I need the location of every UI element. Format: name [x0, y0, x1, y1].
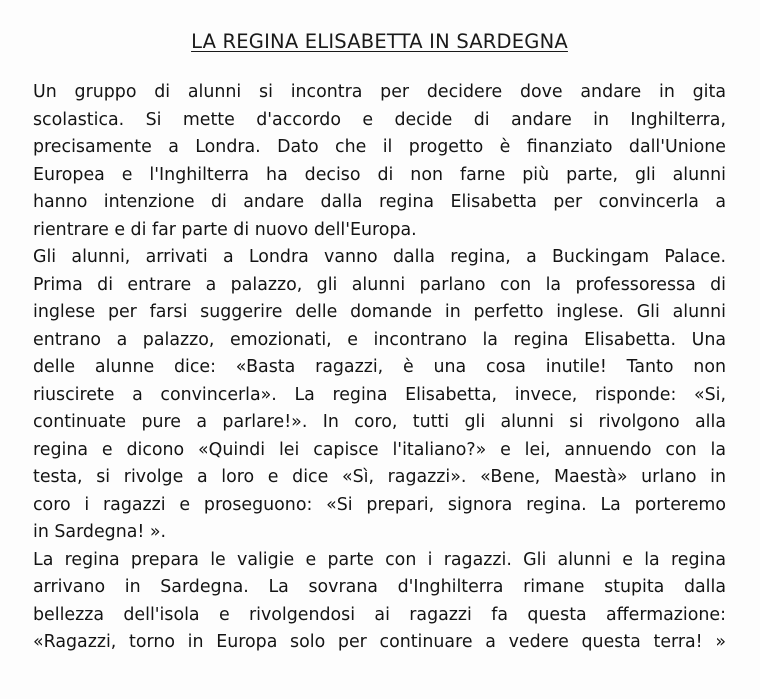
- text-line: precisamente a Londra. Dato che il progetto è finanziato dall'Unione: [33, 137, 726, 157]
- text-line: Prima di entrare a palazzo, gli alunni parlano con la professoressa di: [33, 274, 726, 295]
- text-line: riuscirete a convincerla». La regina Elisabetta, invece, risponde: «Si,: [33, 384, 726, 405]
- text-line: coro i ragazzi e proseguono: «Si prepari, signora regina. La porteremo: [33, 494, 726, 515]
- text-line: hanno intenzione di andare dalla regina Elisabetta per convincerla a: [33, 192, 726, 212]
- text-line: Europea e l'Inghilterra ha deciso di non farne più parte, gli alunni: [33, 164, 726, 185]
- text-line: testa, si rivolge a loro e dice «Sì, ragazzi». «Bene, Maestà» urlano in: [33, 467, 726, 487]
- text-line: Un gruppo di alunni si incontra per decidere dove andare in gita: [33, 82, 726, 102]
- text-line: «Ragazzi, torno in Europa solo per continuare a vedere questa terra! »: [33, 632, 726, 652]
- document-title: LA REGINA ELISABETTA IN SARDEGNA: [191, 30, 568, 53]
- text-line: rientrare e di far parte di nuovo dell'Europa.: [33, 219, 417, 240]
- text-line: regina e dicono «Quindi lei capisce l'italiano?» e lei, annuendo con la: [33, 439, 726, 460]
- text-line: scolastica. Si mette d'accordo e decide di andare in Inghilterra,: [33, 109, 726, 130]
- text-line: entrano a palazzo, emozionati, e incontrano la regina Elisabetta. Una: [33, 329, 726, 350]
- text-line: in Sardegna! ».: [33, 522, 167, 542]
- text-line: inglese per farsi suggerire delle domande in perfetto inglese. Gli alunni: [33, 302, 726, 322]
- text-line: Gli alunni, arrivati a Londra vanno dalla regina, a Buckingam Palace.: [33, 247, 726, 267]
- text-line: continuate pure a parlare!». In coro, tutti gli alunni si rivolgono alla: [33, 412, 726, 432]
- text-line: arrivano in Sardegna. La sovrana d'Inghilterra rimane stupita dalla: [33, 577, 726, 597]
- text-line: La regina prepara le valigie e parte con i ragazzi. Gli alunni e la regina: [33, 549, 726, 570]
- text-line: bellezza dell'isola e rivolgendosi ai ragazzi fa questa affermazione:: [33, 604, 726, 625]
- text-line: delle alunne dice: «Basta ragazzi, è una cosa inutile! Tanto non: [33, 357, 726, 377]
- story-text: [33, 79, 726, 657]
